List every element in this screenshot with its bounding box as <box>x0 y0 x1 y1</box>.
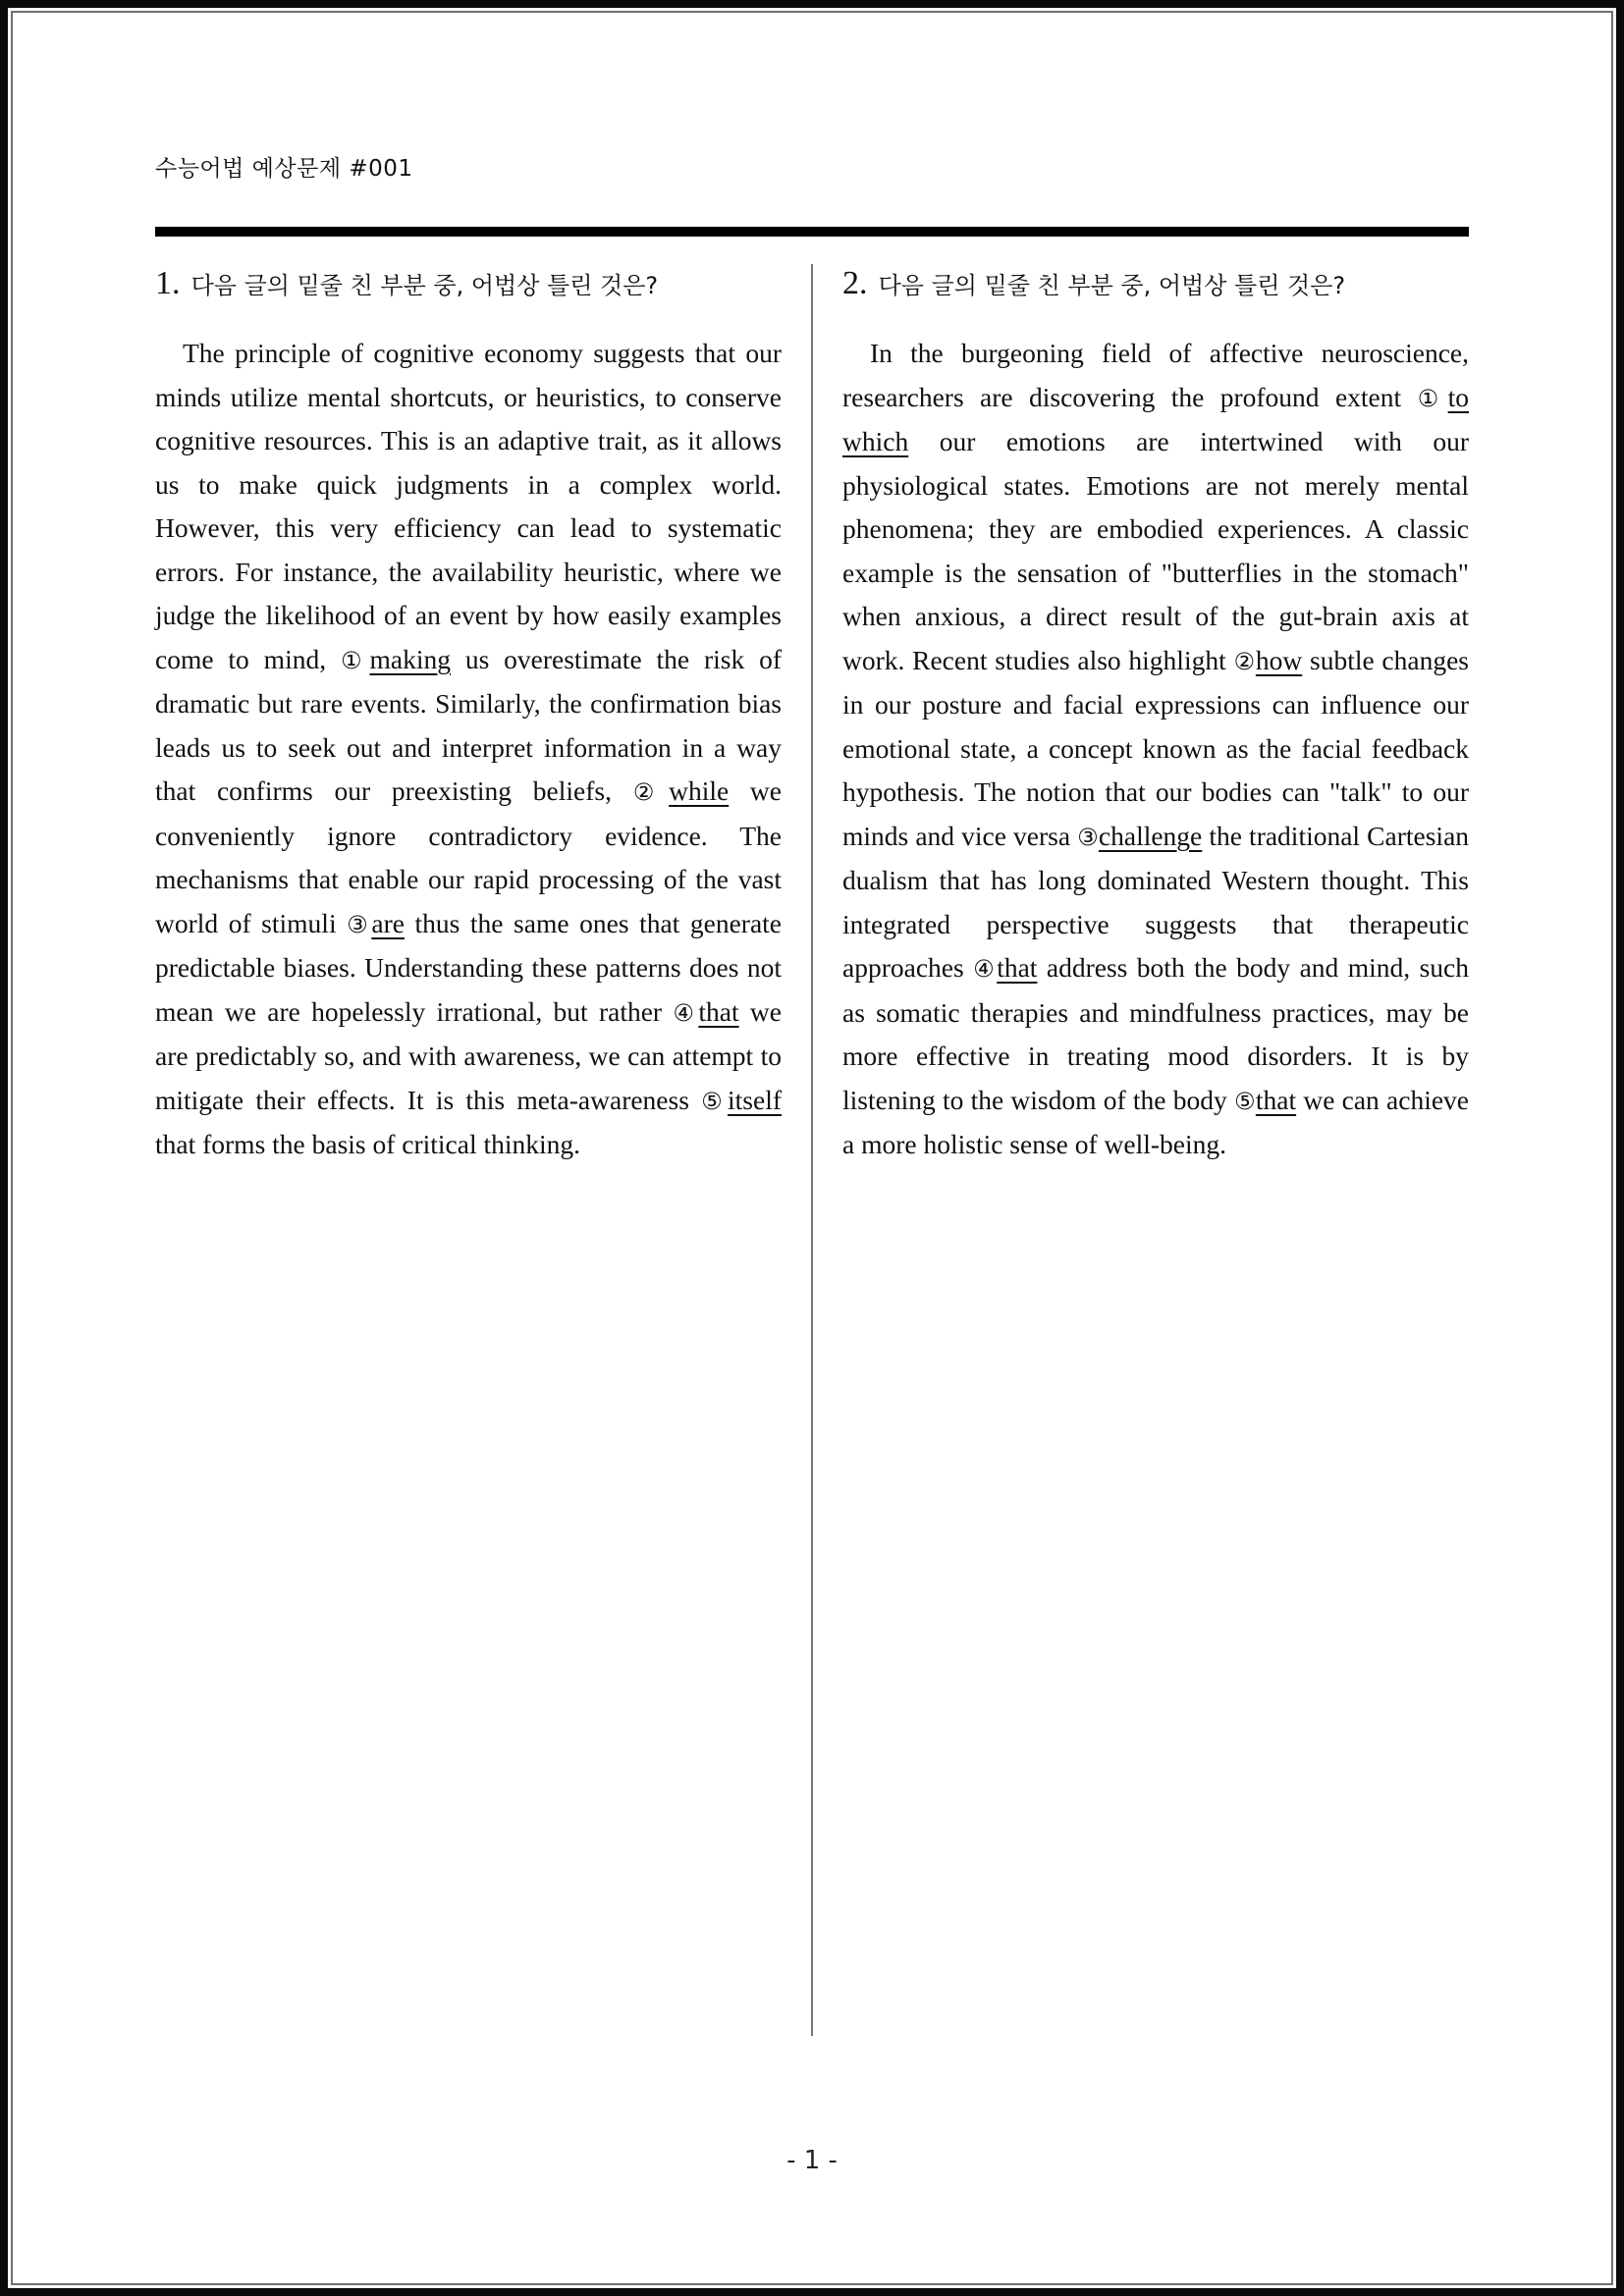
question-prompt: 다음 글의 밑줄 친 부분 중, 어법상 틀린 것은? <box>878 272 1346 299</box>
page-number: - 1 - <box>786 2146 838 2175</box>
choice-marker-4: ④ <box>673 998 699 1027</box>
underlined-choice-2: how <box>1255 644 1303 675</box>
passage-text: The principle of cognitive economy suggests that our minds utilize mental shortcuts, or heuristics, to conserve cognitive resources. This is an adaptive trait, as it allows us to make quick judgments in a complex world. However, this very efficiency can lead to systematic errors. For instance, the availability heuristic, where we judge the likelihood of an event by how easily examples come to mind, <box>155 338 782 674</box>
question-prompt: 다음 글의 밑줄 친 부분 중, 어법상 틀린 것은? <box>190 272 659 299</box>
question-1 <box>155 265 782 1167</box>
choice-marker-5: ⑤ <box>1233 1087 1256 1115</box>
question-header <box>155 265 782 302</box>
question-number: 2. <box>842 265 868 301</box>
passage-text: that forms the basis of critical thinking. <box>155 1129 581 1159</box>
choice-marker-1: ① <box>1417 384 1448 412</box>
choice-marker-5: ⑤ <box>701 1087 728 1115</box>
passage-text: subtle changes in our posture and facial expressions can influence our emotional state, a concept known as the facial feedback hypothesis. The notion that our bodies can "talk" to our minds and vice versa <box>842 644 1469 851</box>
question-number: 1. <box>155 265 181 301</box>
underlined-choice-5: itself <box>728 1084 782 1115</box>
passage-text: we are predictably so, and with awareness, we can attempt to mitigate their effects. It is this meta-awareness <box>155 995 782 1115</box>
passage-text: we conveniently ignore contradictory evidence. The mechanisms that enable our rapid processing of the vast world of stimuli <box>155 775 782 938</box>
passage-text: thus the same ones that generate predictable biases. Understanding these patterns does not mean we are hopelessly irrational, but rather <box>155 907 782 1027</box>
choice-marker-2: ② <box>632 778 670 806</box>
passage-text: the traditional Cartesian dualism that has long dominated Western thought. This integrated perspective suggests that therapeutic approaches <box>842 820 1470 983</box>
passage <box>155 332 782 1167</box>
passage-text: us overestimate the risk of dramatic but rare events. Similarly, the confirmation bias leads us to seek out and interpret information in a way that confirms our preexisting beliefs, <box>155 643 783 806</box>
underlined-choice-4: that <box>997 952 1038 983</box>
choice-marker-4: ④ <box>973 955 998 983</box>
underlined-choice-1: to which <box>842 381 1469 456</box>
header-rule <box>155 227 1469 237</box>
underlined-choice-3: are <box>371 907 405 938</box>
choice-marker-3: ③ <box>347 910 372 938</box>
underlined-choice-4: that <box>698 995 739 1027</box>
choice-marker-1: ① <box>340 646 370 674</box>
underlined-choice-2: while <box>669 775 730 806</box>
underlined-choice-3: challenge <box>1098 820 1203 851</box>
choice-marker-3: ③ <box>1077 823 1099 851</box>
choice-marker-2: ② <box>1233 647 1256 675</box>
passage-text: we can achieve a more holistic sense of well-being. <box>842 1084 1469 1159</box>
passage-text: In the burgeoning field of affective neuroscience, researchers are discovering the profound extent <box>842 338 1469 412</box>
underlined-choice-1: making <box>369 643 451 674</box>
question-2 <box>842 265 1469 1167</box>
column-divider <box>811 264 813 2036</box>
passage-text: address both the body and mind, such as somatic therapies and mindfulness practices, may be more effective in treating mood disorders. It is by listening to the wisdom of the body <box>842 952 1469 1115</box>
passage-text: our emotions are intertwined with our physiological states. Emotions are not merely mental phenomena; they are embodied experiences. A classic example is the sensation of "butterflies in the stomach" when anxious, a direct result of the gut-brain axis at work. Recent studies also highlight <box>842 426 1469 675</box>
question-header <box>842 265 1469 302</box>
passage <box>842 332 1469 1167</box>
underlined-choice-5: that <box>1255 1084 1297 1115</box>
document-title: 수능어법 예상문제 #001 <box>155 156 413 182</box>
